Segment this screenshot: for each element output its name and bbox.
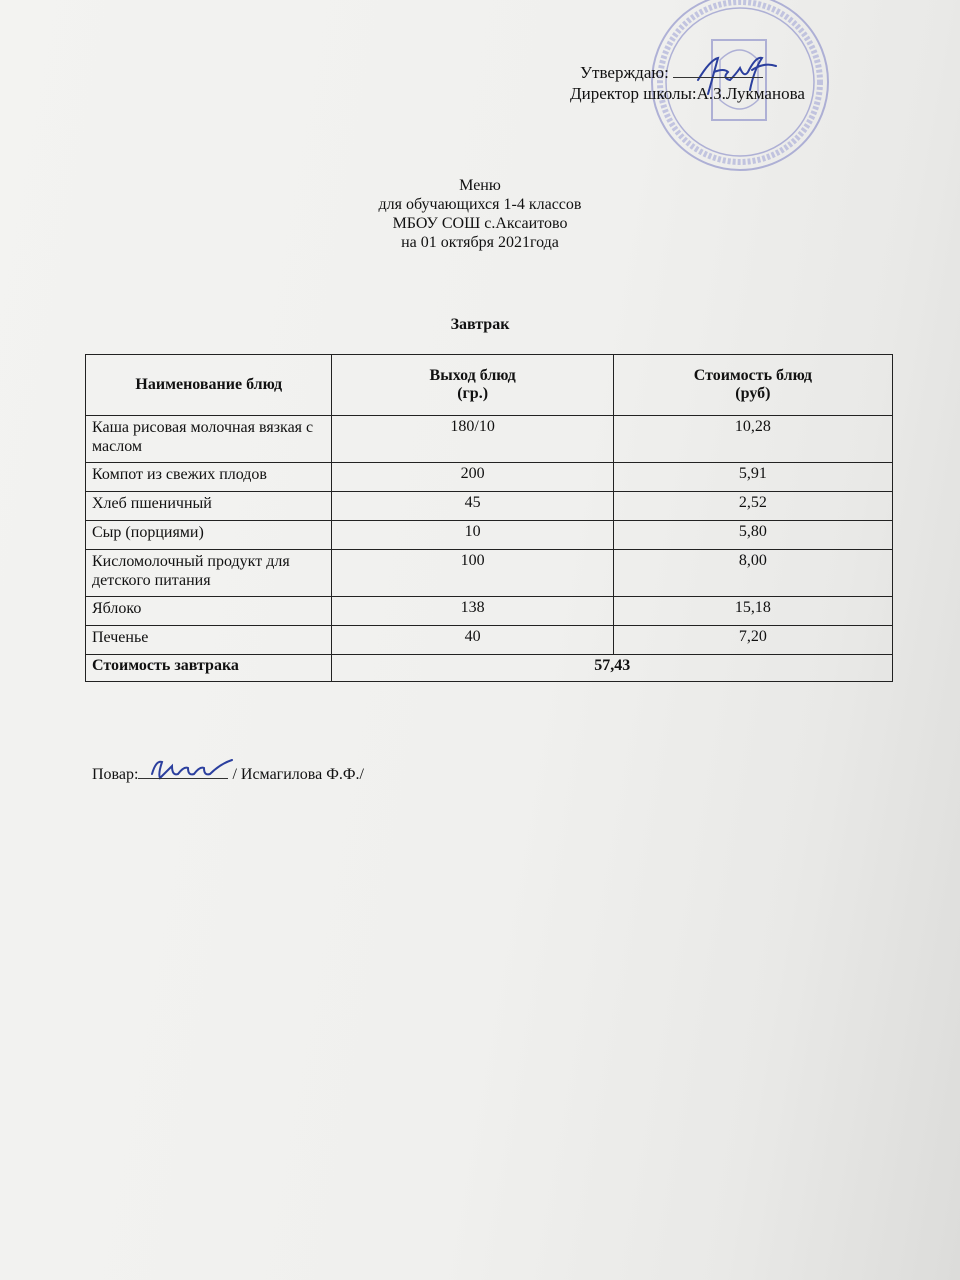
dish-weight: 100: [332, 550, 613, 597]
dish-name: Кисломолочный продукт для детского питания: [86, 550, 332, 597]
heading-title: Меню: [459, 177, 501, 194]
dish-name: Компот из свежих плодов: [86, 463, 332, 492]
approve-label: Утверждаю:: [580, 63, 669, 82]
dish-price: 15,18: [613, 597, 892, 626]
total-row: [86, 655, 893, 682]
cook-label: Повар:: [92, 766, 139, 783]
table-row: [86, 521, 893, 550]
dish-weight: 45: [332, 492, 613, 521]
dish-weight: 180/10: [332, 416, 613, 463]
total-value: 57,43: [332, 655, 893, 682]
table-row: [86, 416, 893, 463]
dish-weight: 200: [332, 463, 613, 492]
dish-name: Сыр (порциями): [86, 521, 332, 550]
menu-heading: [280, 176, 680, 252]
cook-line: [92, 764, 364, 784]
dish-name: Яблоко: [86, 597, 332, 626]
heading-grade: для обучающихся 1-4 классов: [378, 196, 582, 213]
header-dish: Наименование блюд: [86, 355, 332, 416]
dish-name: Печенье: [86, 626, 332, 655]
table-header-row: [86, 355, 893, 416]
meal-title: Завтрак: [450, 316, 510, 333]
heading-date: на 01 октября 2021года: [401, 234, 559, 251]
table-row: [86, 492, 893, 521]
dish-price: 7,20: [613, 626, 892, 655]
dish-price: 10,28: [613, 416, 892, 463]
dish-weight: 40: [332, 626, 613, 655]
signature-line: [673, 63, 763, 78]
dish-name: Каша рисовая молочная вязкая с маслом: [86, 416, 332, 463]
header-weight: [332, 355, 613, 416]
dish-weight: 10: [332, 521, 613, 550]
dish-name: Хлеб пшеничный: [86, 492, 332, 521]
table-row: [86, 597, 893, 626]
dish-weight: 138: [332, 597, 613, 626]
cook-name: / Исмагилова Ф.Ф./: [232, 766, 364, 783]
director-label: Директор школы:: [570, 84, 697, 103]
dish-price: 2,52: [613, 492, 892, 521]
dish-price: 5,91: [613, 463, 892, 492]
dish-price: 5,80: [613, 521, 892, 550]
table-row: [86, 463, 893, 492]
total-label: Стоимость завтрака: [86, 655, 332, 682]
menu-table: [85, 354, 893, 682]
approval-block: [570, 62, 805, 104]
table-row: [86, 626, 893, 655]
header-price: [613, 355, 892, 416]
heading-school: МБОУ СОШ с.Аксаитово: [392, 215, 568, 232]
header-weight-text: Выход блюд (гр.): [429, 367, 516, 402]
dish-price: 8,00: [613, 550, 892, 597]
table-row: [86, 550, 893, 597]
director-name: А.З.Лукманова: [696, 84, 805, 103]
signature-line: [138, 764, 228, 779]
header-price-text: Стоимость блюд (руб): [693, 367, 813, 402]
